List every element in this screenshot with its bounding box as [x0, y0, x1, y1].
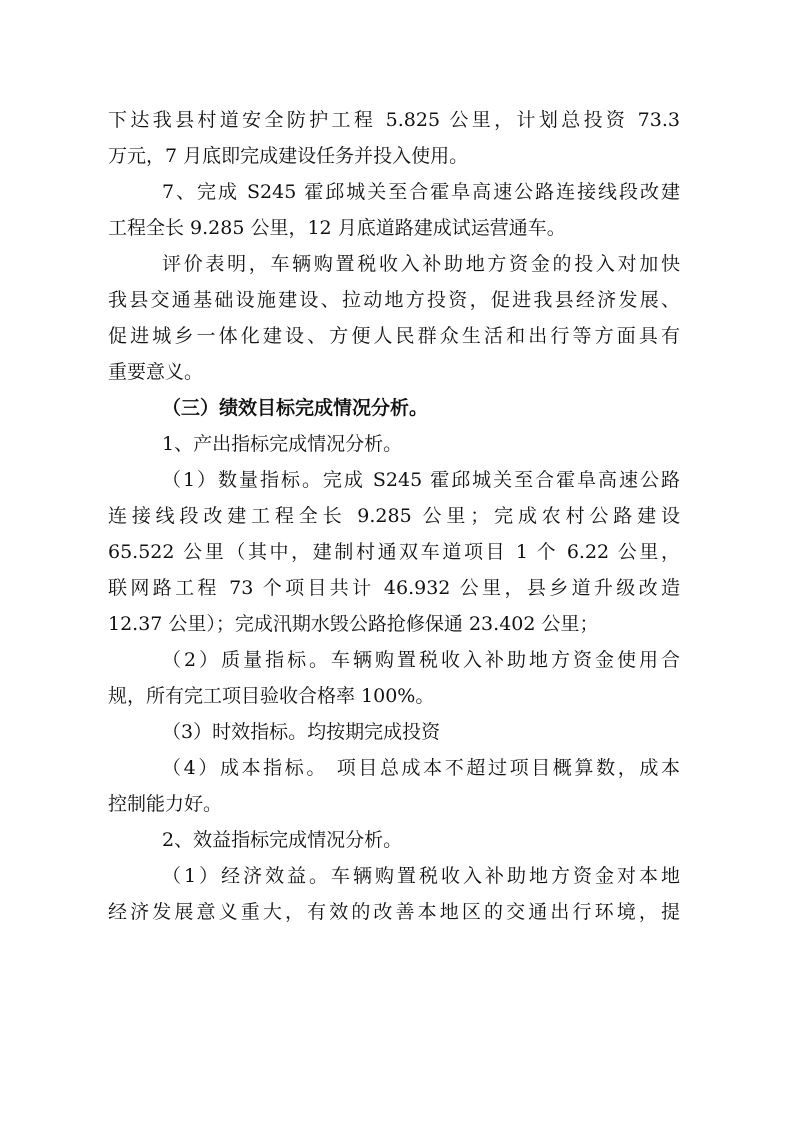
paragraph-line: 联网路工程 73 个项目共计 46.932 公里，县乡道升级改造 — [108, 577, 680, 599]
paragraph-line: 经济发展意义重大，有效的改善本地区的交通出行环境，提 — [108, 901, 680, 923]
document-body — [108, 102, 680, 930]
subsection-heading: 1、产出指标完成情况分析。 — [162, 433, 403, 455]
paragraph-line: 评价表明，车辆购置税收入补助地方资金的投入对加快 — [162, 253, 680, 275]
paragraph-line: 重要意义。 — [108, 361, 204, 383]
paragraph-line: 连接线段改建工程全长 9.285 公里；完成农村公路建设 — [108, 505, 680, 527]
paragraph-line: （2）质量指标。车辆购置税收入补助地方资金使用合 — [162, 649, 680, 671]
paragraph-line: 控制能力好。 — [108, 793, 223, 815]
section-heading: （三）绩效目标完成情况分析。 — [162, 397, 429, 419]
paragraph-line: （4）成本指标。 项目总成本不超过项目概算数，成本 — [162, 757, 680, 779]
paragraph-line: 7、完成 S245 霍邱城关至合霍阜高速公路连接线段改建 — [162, 181, 680, 203]
paragraph-line: 下达我县村道安全防护工程 5.825 公里，计划总投资 73.3 — [108, 109, 680, 131]
paragraph-line: （3）时效指标。均按期完成投资 — [162, 721, 441, 743]
paragraph-line: （1）数量指标。完成 S245 霍邱城关至合霍阜高速公路 — [162, 469, 680, 491]
paragraph-line: 工程全长 9.285 公里，12 月底道路建成试运营通车。 — [108, 217, 566, 239]
paragraph-line: 促进城乡一体化建设、方便人民群众生活和出行等方面具有 — [108, 325, 680, 347]
paragraph-line: 12.37 公里）；完成汛期水毁公路抢修保通 23.402 公里； — [108, 613, 599, 635]
paragraph-line: 万元，7 月底即完成建设任务并投入使用。 — [108, 145, 469, 167]
paragraph-line: 65.522 公里（其中，建制村通双车道项目 1 个 6.22 公里， — [108, 541, 680, 563]
paragraph-line: 规，所有完工项目验收合格率 100%。 — [108, 685, 435, 707]
paragraph-line: 我县交通基础设施建设、拉动地方投资，促进我县经济发展、 — [108, 289, 680, 311]
subsection-heading: 2、效益指标完成情况分析。 — [162, 829, 403, 851]
paragraph-line: （1）经济效益。车辆购置税收入补助地方资金对本地 — [162, 865, 680, 887]
